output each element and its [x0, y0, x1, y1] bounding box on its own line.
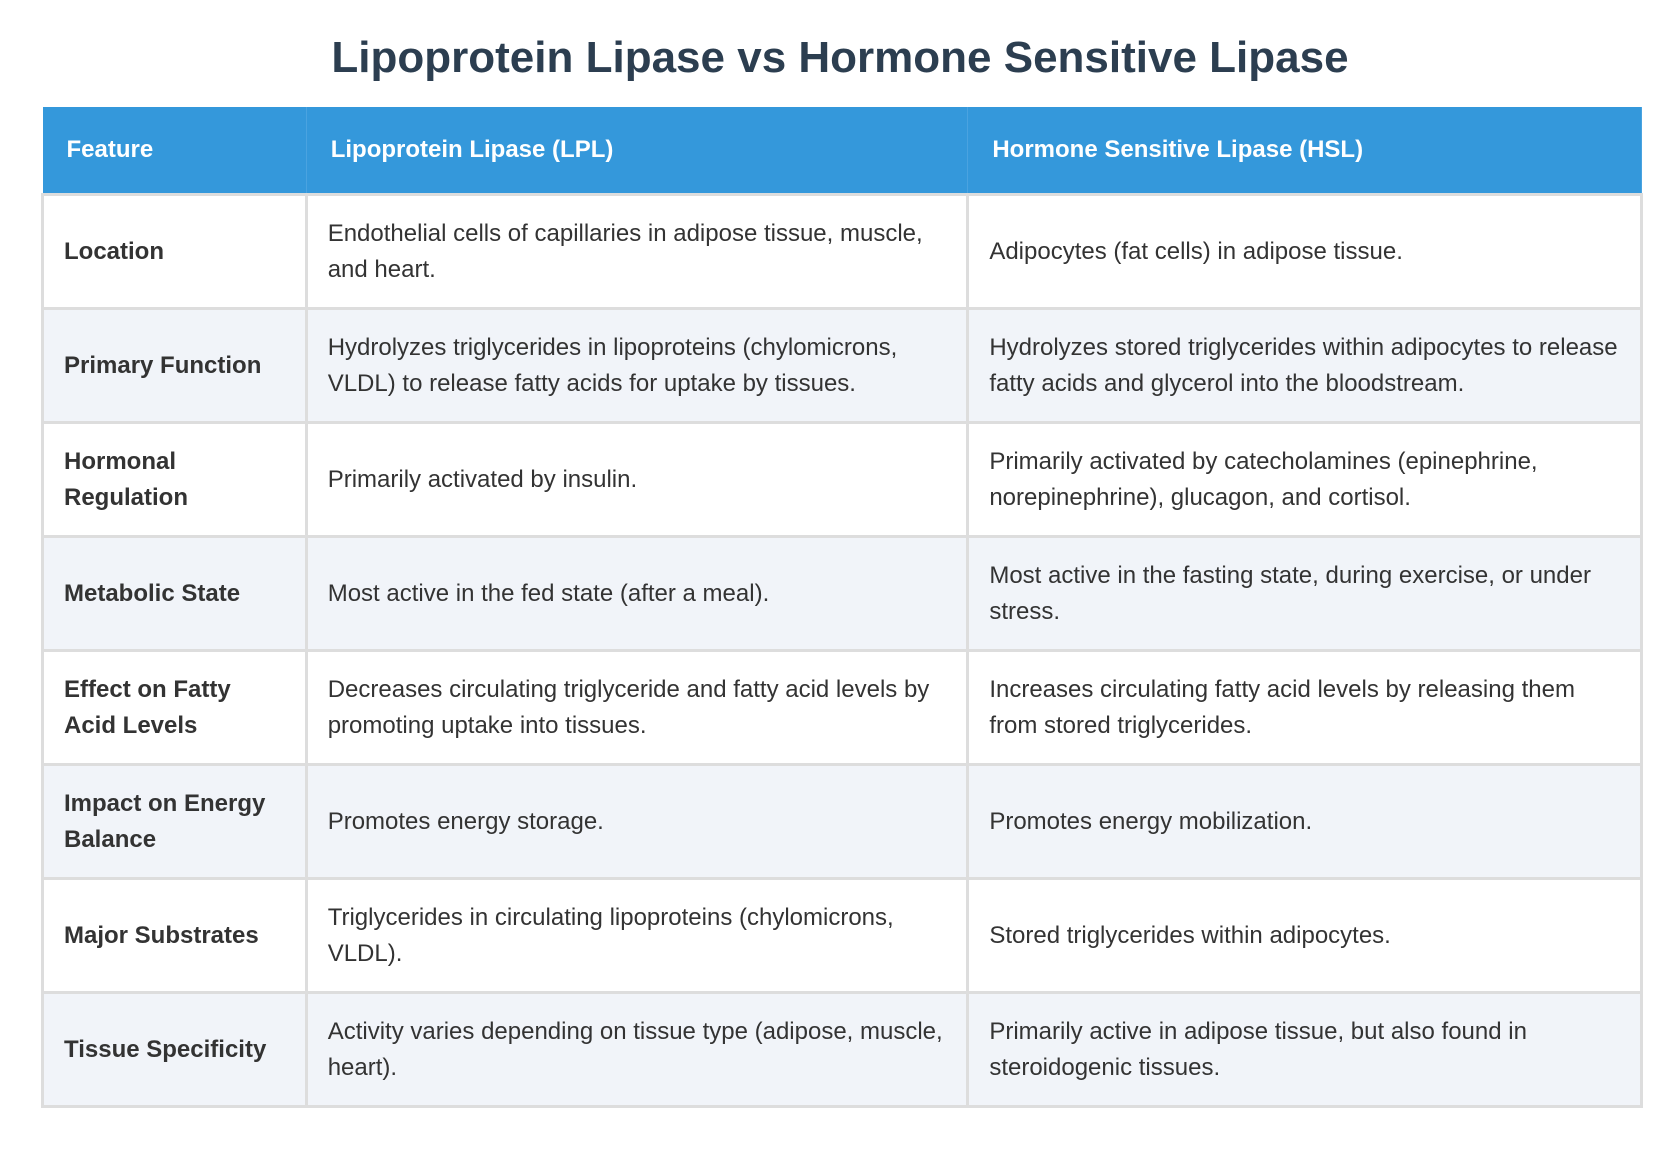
table-row [43, 537, 1642, 651]
hsl-cell: Increases circulating fatty acid levels by releasing them from stored triglycerides. [968, 651, 1642, 765]
table-row [43, 309, 1642, 423]
feature-cell: Impact on Energy Balance [43, 765, 307, 879]
lpl-cell: Primarily activated by insulin. [306, 423, 968, 537]
header-hsl: Hormone Sensitive Lipase (HSL) [968, 107, 1642, 195]
lpl-cell: Activity varies depending on tissue type (adipose, muscle, heart). [306, 993, 968, 1107]
hsl-cell: Stored triglycerides within adipocytes. [968, 879, 1642, 993]
feature-cell: Location [43, 195, 307, 309]
table-row [43, 765, 1642, 879]
table-row [43, 993, 1642, 1107]
feature-cell: Tissue Specificity [43, 993, 307, 1107]
lpl-cell: Endothelial cells of capillaries in adipose tissue, muscle, and heart. [306, 195, 968, 309]
lpl-cell: Hydrolyzes triglycerides in lipoproteins (chylomicrons, VLDL) to release fatty acids for uptake by tissues. [306, 309, 968, 423]
table-row [43, 195, 1642, 309]
table-header-row [43, 107, 1642, 195]
table-row [43, 423, 1642, 537]
hsl-cell: Primarily activated by catecholamines (epinephrine, norepinephrine), glucagon, and cortisol. [968, 423, 1642, 537]
lpl-cell: Promotes energy storage. [306, 765, 968, 879]
lpl-cell: Decreases circulating triglyceride and fatty acid levels by promoting uptake into tissues. [306, 651, 968, 765]
hsl-cell: Primarily active in adipose tissue, but also found in steroidogenic tissues. [968, 993, 1642, 1107]
feature-cell: Effect on Fatty Acid Levels [43, 651, 307, 765]
hsl-cell: Promotes energy mobilization. [968, 765, 1642, 879]
header-lpl: Lipoprotein Lipase (LPL) [306, 107, 968, 195]
feature-cell: Metabolic State [43, 537, 307, 651]
hsl-cell: Most active in the fasting state, during exercise, or under stress. [968, 537, 1642, 651]
table-row [43, 651, 1642, 765]
feature-cell: Major Substrates [43, 879, 307, 993]
table-row [43, 879, 1642, 993]
comparison-table [41, 107, 1643, 1108]
feature-cell: Hormonal Regulation [43, 423, 307, 537]
hsl-cell: Adipocytes (fat cells) in adipose tissue. [968, 195, 1642, 309]
lpl-cell: Triglycerides in circulating lipoproteins (chylomicrons, VLDL). [306, 879, 968, 993]
feature-cell: Primary Function [43, 309, 307, 423]
page-title: Lipoprotein Lipase vs Hormone Sensitive Lipase [331, 33, 1349, 82]
header-feature: Feature [43, 107, 307, 195]
hsl-cell: Hydrolyzes stored triglycerides within adipocytes to release fatty acids and glycerol into the bloodstream. [968, 309, 1642, 423]
lpl-cell: Most active in the fed state (after a meal). [306, 537, 968, 651]
